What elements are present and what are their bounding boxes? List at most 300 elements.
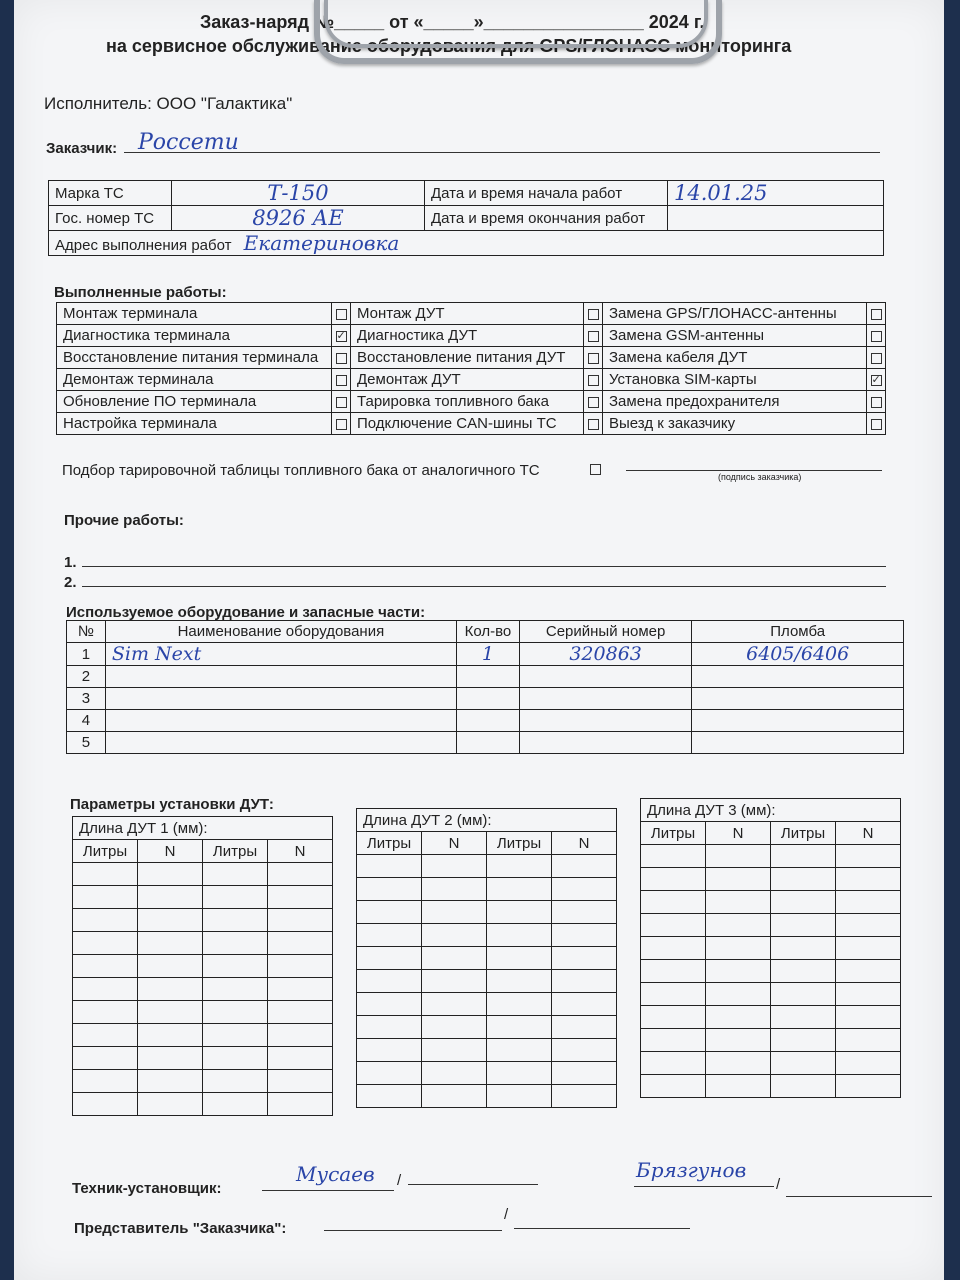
works-row	[57, 369, 886, 391]
work-item-label: Установка SIM-карты	[603, 369, 867, 391]
dut-cell	[138, 1093, 203, 1116]
address-row	[49, 231, 884, 256]
dut-cell	[73, 1024, 138, 1047]
dut-row	[357, 947, 617, 970]
work-item-checkbox[interactable]	[336, 375, 347, 386]
dut-cell	[706, 983, 771, 1006]
equipment-cell	[519, 710, 691, 732]
dut-row	[641, 937, 901, 960]
dut-cell	[203, 932, 268, 955]
work-item-checkbox[interactable]	[871, 309, 882, 320]
dut-cell	[487, 924, 552, 947]
work-item-checkbox[interactable]	[336, 309, 347, 320]
dut-cell	[771, 845, 836, 868]
dut-length-label: Длина ДУТ 1 (мм):	[73, 817, 333, 840]
executor-value: ООО "Галактика"	[156, 94, 293, 113]
dut-cell	[138, 909, 203, 932]
dut-cell	[706, 914, 771, 937]
work-item-label: Замена GSM-антенны	[603, 325, 867, 347]
dut-cell	[422, 1062, 487, 1085]
dut-title: Параметры установки ДУТ:	[70, 796, 274, 813]
other-title: Прочие работы:	[64, 512, 184, 529]
works-row	[57, 413, 886, 435]
end-label: Дата и время окончания работ	[425, 206, 668, 231]
dut-cell	[706, 1006, 771, 1029]
equipment-cell: 5	[67, 732, 106, 754]
dut-column-header: N	[138, 840, 203, 863]
dut-cell	[552, 878, 617, 901]
end-value	[668, 206, 884, 231]
dut-row	[357, 1016, 617, 1039]
dut-cell	[203, 886, 268, 909]
equipment-table	[66, 620, 904, 754]
dut-cell	[771, 891, 836, 914]
dut-cell	[552, 970, 617, 993]
dut-cell	[422, 901, 487, 924]
work-item-label: Монтаж ДУТ	[351, 303, 584, 325]
dut-cell	[706, 960, 771, 983]
work-item-checkbox[interactable]	[588, 331, 599, 342]
equipment-cell	[105, 666, 456, 688]
dut-cell	[138, 1024, 203, 1047]
dut-cell	[268, 1001, 333, 1024]
header-line-1: Заказ-наряд №_____ от «_____»________________ 2024 г.	[200, 12, 705, 32]
dut-cell	[836, 868, 901, 891]
dut-row	[641, 1052, 901, 1075]
dut-cell	[836, 1029, 901, 1052]
dut-row	[73, 863, 333, 886]
dut-cell	[771, 1006, 836, 1029]
work-item-checkbox-cell	[867, 369, 886, 391]
dut-row	[73, 1093, 333, 1116]
brz-sign-line	[634, 1186, 774, 1187]
dut-row	[73, 978, 333, 1001]
dut-cell	[641, 891, 706, 914]
dut-cell	[203, 909, 268, 932]
work-item-label: Обновление ПО терминала	[57, 391, 332, 413]
dut-cell	[771, 960, 836, 983]
dut-row	[641, 983, 901, 1006]
dut-header-row	[73, 840, 333, 863]
work-item-checkbox[interactable]	[588, 397, 599, 408]
dut-row	[73, 955, 333, 978]
dut-cell	[138, 1047, 203, 1070]
work-item-checkbox-cell	[867, 347, 886, 369]
dut-cell	[268, 1024, 333, 1047]
works-table	[56, 302, 886, 435]
dut-cell	[138, 955, 203, 978]
dut-cell	[73, 1001, 138, 1024]
dut-cell	[422, 878, 487, 901]
dut-cell	[836, 1006, 901, 1029]
dut-cell	[203, 1070, 268, 1093]
work-item-checkbox-cell	[584, 347, 603, 369]
dut-cell	[203, 978, 268, 1001]
dut-cell	[771, 1029, 836, 1052]
work-item-checkbox[interactable]	[871, 331, 882, 342]
dut-column-header: N	[552, 832, 617, 855]
dut-cell	[771, 1075, 836, 1098]
clipboard-clip	[314, 0, 724, 72]
dut-column-header: N	[268, 840, 333, 863]
work-item-checkbox-cell	[332, 347, 351, 369]
equipment-cell	[105, 688, 456, 710]
dut-cell	[357, 993, 422, 1016]
plate-value: 8926 АЕ	[172, 206, 425, 231]
dut-cell	[487, 1062, 552, 1085]
work-item-checkbox[interactable]	[588, 419, 599, 430]
dut-cell	[357, 855, 422, 878]
dut-cell	[357, 1062, 422, 1085]
works-row	[57, 325, 886, 347]
work-item-checkbox-cell	[584, 391, 603, 413]
works-row	[57, 347, 886, 369]
work-item-label: Подключение CAN-шины ТС	[351, 413, 584, 435]
dut-cell	[138, 978, 203, 1001]
dut-cell	[203, 863, 268, 886]
work-item-checkbox[interactable]: ✓	[871, 373, 881, 386]
equipment-row	[67, 643, 904, 666]
dut-cell	[771, 983, 836, 1006]
dut-cell	[73, 1047, 138, 1070]
dut-cell	[771, 1052, 836, 1075]
equipment-cell	[692, 710, 904, 732]
work-item-checkbox[interactable]	[871, 397, 882, 408]
dut-cell	[641, 868, 706, 891]
equipment-row	[67, 732, 904, 754]
dut-cell	[73, 886, 138, 909]
work-item-checkbox-cell	[584, 325, 603, 347]
dut-cell	[487, 1039, 552, 1062]
dut-cell	[357, 1039, 422, 1062]
dut-row	[73, 932, 333, 955]
equipment-header-cell: Серийный номер	[519, 621, 691, 643]
dut-cell	[357, 970, 422, 993]
equipment-cell	[456, 666, 519, 688]
dut-cell	[487, 947, 552, 970]
dut-cell	[138, 932, 203, 955]
work-item-checkbox[interactable]	[336, 397, 347, 408]
equipment-header-cell: №	[67, 621, 106, 643]
dut-cell	[422, 855, 487, 878]
dut-cell	[73, 909, 138, 932]
customer-rep-label: Представитель "Заказчика":	[74, 1220, 287, 1237]
dut-cell	[641, 845, 706, 868]
dut-table-1	[72, 816, 333, 1116]
dut-header-row	[357, 832, 617, 855]
work-item-label: Монтаж терминала	[57, 303, 332, 325]
dut-row	[641, 1006, 901, 1029]
equipment-header-row	[67, 621, 904, 643]
dut-cell	[487, 1016, 552, 1039]
work-item-checkbox[interactable]: ✓	[336, 329, 346, 342]
equipment-row	[67, 710, 904, 732]
dut-cell	[771, 937, 836, 960]
dut-cell	[138, 1070, 203, 1093]
works-row	[57, 303, 886, 325]
dut-cell	[203, 1093, 268, 1116]
works-row	[57, 391, 886, 413]
dut-row	[641, 868, 901, 891]
work-item-label: Настройка терминала	[57, 413, 332, 435]
equipment-cell	[519, 688, 691, 710]
dut-cell	[487, 855, 552, 878]
dut-cell	[552, 901, 617, 924]
customer-rep-name-line-top	[786, 1196, 932, 1197]
dut-row	[357, 878, 617, 901]
equipment-header-cell: Наименование оборудования	[105, 621, 456, 643]
dut-cell	[641, 1075, 706, 1098]
dut-cell	[268, 886, 333, 909]
equipment-cell: 3	[67, 688, 106, 710]
work-item-label: Демонтаж терминала	[57, 369, 332, 391]
brand-label: Марка ТС	[49, 181, 172, 206]
equipment-cell: 6405/6406	[692, 643, 904, 666]
header-line-2: на сервисное обслуживание оборудования для GPS/ГЛОНАСС мониторинга	[106, 36, 792, 56]
work-item-label: Замена кабеля ДУТ	[603, 347, 867, 369]
tariff-label: Подбор тарировочной таблицы топливного бака от аналогичного ТС	[62, 462, 540, 479]
dut-row	[641, 1029, 901, 1052]
dut-cell	[771, 914, 836, 937]
work-item-label: Замена предохранителя	[603, 391, 867, 413]
dut-table-2	[356, 808, 617, 1108]
dut-cell	[552, 1062, 617, 1085]
equipment-row	[67, 688, 904, 710]
equipment-cell	[692, 732, 904, 754]
dut-cell	[203, 1024, 268, 1047]
equipment-title: Используемое оборудование и запасные части:	[66, 604, 426, 621]
dut-row	[357, 901, 617, 924]
dut-cell	[552, 1016, 617, 1039]
equipment-cell	[105, 732, 456, 754]
dut-cell	[268, 955, 333, 978]
dut-row	[641, 845, 901, 868]
dut-row	[357, 924, 617, 947]
equipment-cell: 320863	[519, 643, 691, 666]
dut-cell	[552, 1039, 617, 1062]
dut-cell	[268, 978, 333, 1001]
dut-cell	[73, 863, 138, 886]
dut-cell	[422, 1039, 487, 1062]
technician-label: Техник-установщик:	[72, 1180, 222, 1197]
dut-row	[357, 1085, 617, 1108]
dut-cell	[357, 1016, 422, 1039]
work-item-checkbox[interactable]	[588, 309, 599, 320]
dut-cell	[641, 983, 706, 1006]
dut-label-row	[641, 799, 901, 822]
work-item-checkbox-cell	[332, 325, 351, 347]
dut-cell	[73, 932, 138, 955]
work-item-checkbox-cell	[584, 303, 603, 325]
dut-column-header: Литры	[487, 832, 552, 855]
dut-cell	[138, 863, 203, 886]
dut-cell	[357, 947, 422, 970]
work-item-checkbox[interactable]	[588, 375, 599, 386]
customer-rep-slash: /	[504, 1206, 509, 1223]
dut-cell	[706, 937, 771, 960]
work-item-checkbox-cell	[584, 369, 603, 391]
work-item-checkbox[interactable]	[588, 353, 599, 364]
dut-row	[357, 1062, 617, 1085]
dut-cell	[836, 960, 901, 983]
dut-cell	[73, 978, 138, 1001]
dut-cell	[138, 886, 203, 909]
dut-cell	[836, 845, 901, 868]
work-item-checkbox[interactable]	[871, 419, 882, 430]
equipment-cell	[519, 666, 691, 688]
dut-table-3	[640, 798, 901, 1098]
dut-cell	[422, 993, 487, 1016]
work-item-checkbox-cell	[867, 303, 886, 325]
dut-row	[73, 1001, 333, 1024]
dut-cell	[706, 845, 771, 868]
equipment-cell	[105, 710, 456, 732]
dut-cell	[771, 868, 836, 891]
address-label: Адрес выполнения работ	[55, 237, 232, 254]
work-item-checkbox-cell	[332, 369, 351, 391]
dut-cell	[268, 1070, 333, 1093]
dut-header-row	[641, 822, 901, 845]
dut-cell	[268, 909, 333, 932]
equipment-cell	[456, 710, 519, 732]
dut-row	[357, 970, 617, 993]
work-item-checkbox[interactable]	[871, 353, 882, 364]
equipment-row	[67, 666, 904, 688]
dut-cell	[487, 1085, 552, 1108]
dut-row	[73, 1024, 333, 1047]
dut-cell	[552, 993, 617, 1016]
equipment-cell: Sim Next	[105, 643, 456, 666]
work-item-label: Диагностика терминала	[57, 325, 332, 347]
technician-signature: Мусаев	[296, 1162, 375, 1186]
tariff-checkbox[interactable]	[590, 464, 601, 475]
dut-cell	[268, 1093, 333, 1116]
work-item-checkbox-cell	[332, 303, 351, 325]
dut-label-row	[73, 817, 333, 840]
dut-cell	[836, 983, 901, 1006]
signature-caption: (подпись заказчика)	[718, 472, 802, 482]
dut-cell	[422, 924, 487, 947]
work-item-label: Тарировка топливного бака	[351, 391, 584, 413]
dut-cell	[422, 947, 487, 970]
customer-rep-sign-line	[324, 1230, 502, 1231]
dut-label-row	[357, 809, 617, 832]
dut-cell	[203, 1001, 268, 1024]
dut-row	[357, 993, 617, 1016]
dut-row	[641, 1075, 901, 1098]
work-item-label: Замена GPS/ГЛОНАСС-антенны	[603, 303, 867, 325]
work-item-label: Восстановление питания терминала	[57, 347, 332, 369]
customer-rep-slash-top: /	[776, 1176, 781, 1193]
work-item-checkbox[interactable]	[336, 419, 347, 430]
executor-row	[44, 94, 292, 114]
dut-cell	[641, 1052, 706, 1075]
executor-label: Исполнитель:	[44, 94, 152, 113]
dut-cell	[706, 1029, 771, 1052]
dut-cell	[422, 970, 487, 993]
dut-cell	[487, 970, 552, 993]
technician-sign-line	[262, 1190, 394, 1191]
dut-row	[73, 909, 333, 932]
address-value: Екатериновка	[243, 231, 400, 255]
dut-cell	[836, 914, 901, 937]
dut-column-header: Литры	[73, 840, 138, 863]
dut-column-header: Литры	[771, 822, 836, 845]
dut-cell	[706, 1052, 771, 1075]
other-line-1	[82, 566, 886, 567]
work-item-label: Демонтаж ДУТ	[351, 369, 584, 391]
customer-value: Россети	[138, 130, 239, 155]
dut-cell	[836, 937, 901, 960]
dut-row	[641, 891, 901, 914]
dut-cell	[357, 924, 422, 947]
dut-cell	[487, 993, 552, 1016]
dut-column-header: N	[836, 822, 901, 845]
dut-cell	[552, 1085, 617, 1108]
work-item-checkbox-cell	[332, 413, 351, 435]
dut-cell	[487, 901, 552, 924]
dut-cell	[706, 1075, 771, 1098]
dut-row	[357, 855, 617, 878]
dut-length-label: Длина ДУТ 3 (мм):	[641, 799, 901, 822]
work-item-checkbox-cell	[867, 325, 886, 347]
dut-cell	[552, 855, 617, 878]
dut-row	[357, 1039, 617, 1062]
dut-cell	[268, 863, 333, 886]
dut-cell	[641, 960, 706, 983]
work-item-checkbox-cell	[867, 391, 886, 413]
equipment-cell: 2	[67, 666, 106, 688]
plate-label: Гос. номер ТС	[49, 206, 172, 231]
technician-slash: /	[397, 1172, 402, 1189]
dut-cell	[706, 891, 771, 914]
dut-row	[641, 914, 901, 937]
dut-column-header: Литры	[641, 822, 706, 845]
equipment-header-cell: Пломба	[692, 621, 904, 643]
work-item-checkbox-cell	[584, 413, 603, 435]
start-value: 14.01.25	[668, 181, 884, 206]
dut-cell	[422, 1085, 487, 1108]
customer-rep-signature: Брязгунов	[636, 1158, 747, 1182]
works-title: Выполненные работы:	[54, 284, 227, 301]
dut-row	[73, 886, 333, 909]
work-item-label: Выезд к заказчику	[603, 413, 867, 435]
dut-row	[641, 960, 901, 983]
customer-rep-name-line	[514, 1228, 690, 1229]
start-label: Дата и время начала работ	[425, 181, 668, 206]
other-item-2: 2.	[64, 574, 77, 591]
dut-row	[73, 1070, 333, 1093]
customer-label: Заказчик:	[46, 140, 118, 157]
dut-column-header: Литры	[203, 840, 268, 863]
dut-cell	[836, 1075, 901, 1098]
dut-column-header: Литры	[357, 832, 422, 855]
dut-cell	[73, 955, 138, 978]
work-item-label: Диагностика ДУТ	[351, 325, 584, 347]
work-item-checkbox[interactable]	[336, 353, 347, 364]
equipment-header-cell: Кол-во	[456, 621, 519, 643]
work-item-checkbox-cell	[332, 391, 351, 413]
dut-cell	[836, 891, 901, 914]
work-item-label: Восстановление питания ДУТ	[351, 347, 584, 369]
dut-cell	[268, 932, 333, 955]
dut-cell	[552, 947, 617, 970]
dut-cell	[641, 914, 706, 937]
dut-cell	[641, 1006, 706, 1029]
dut-cell	[641, 937, 706, 960]
dut-cell	[552, 924, 617, 947]
dut-cell	[357, 901, 422, 924]
